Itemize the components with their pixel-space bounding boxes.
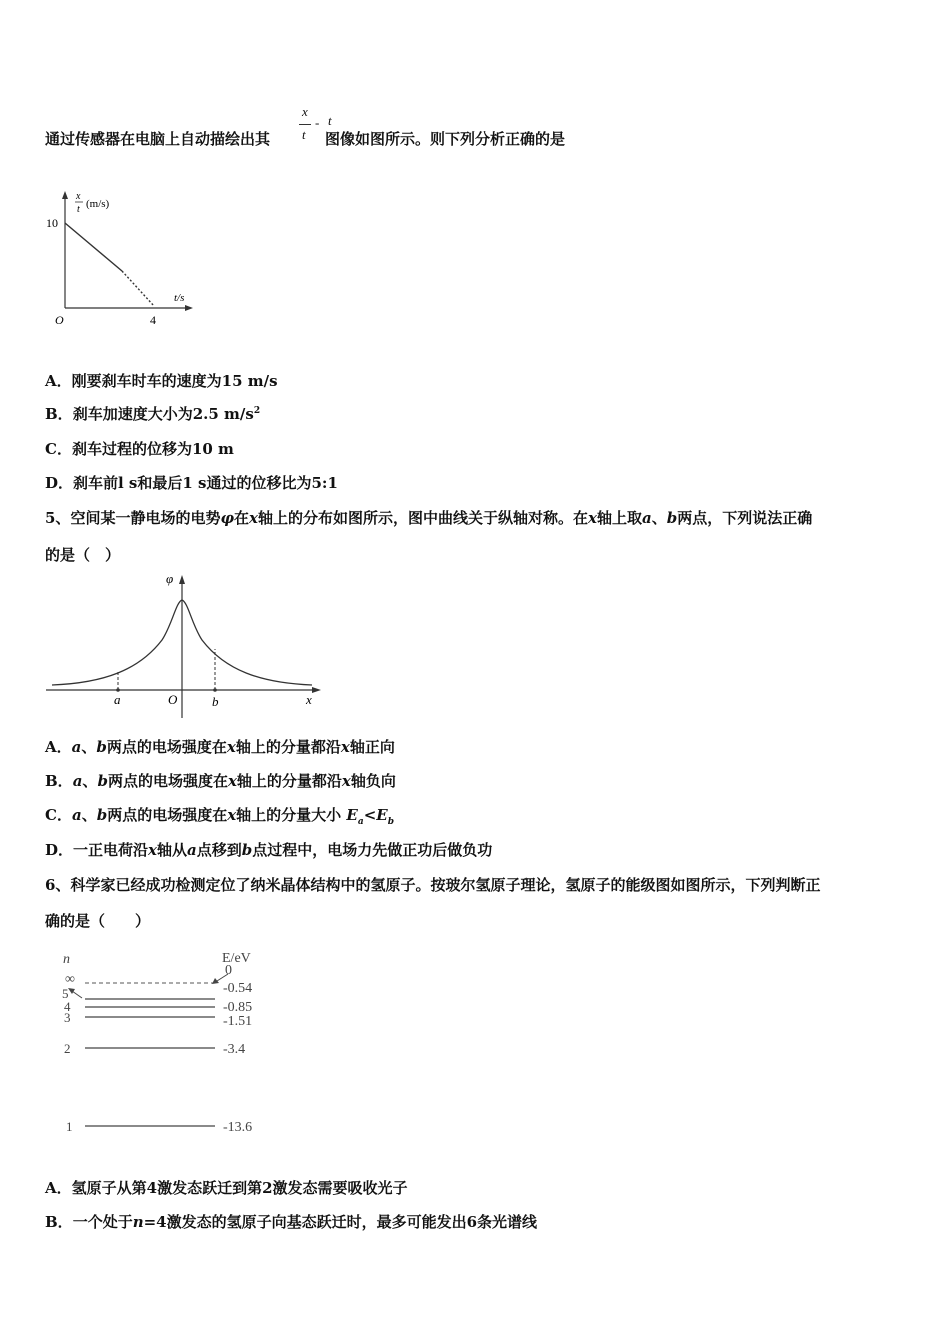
q5-x: x: [249, 509, 258, 527]
q5-option-text: E: [346, 806, 358, 824]
q6-option-b-n: n: [132, 1213, 144, 1231]
q4-graph-line-dotted: [122, 271, 154, 306]
q5-option-text: a: [71, 806, 82, 824]
q5-option-text: a: [187, 841, 197, 859]
q5-x-label: x: [306, 692, 312, 707]
q5-option-text: 轴上的分量都沿: [236, 772, 342, 790]
q4-option-a-letter: A．: [45, 372, 72, 390]
q5-option-text: b: [96, 738, 107, 756]
q5-b-point: [213, 688, 217, 692]
q5-stem-part: 在: [234, 509, 250, 527]
q5-number: 5、: [45, 509, 71, 527]
q5-b-label: b: [212, 694, 219, 709]
q4-option-b-letter: B．: [45, 405, 73, 423]
q5-option-text: x: [340, 738, 350, 756]
q5-option-sub: a: [357, 817, 364, 827]
q6-option-b[interactable]: [45, 1211, 537, 1232]
q5-option-text: 点移到: [196, 841, 242, 859]
q4-graph-line-solid: [65, 223, 122, 271]
q5-stem-part: 两点，下列说法正确: [677, 509, 813, 527]
q5-option-a-letter: A．: [45, 738, 72, 756]
q6-option-b-text: 一个处于: [72, 1213, 133, 1231]
q5-stem-part: 轴上的分布如图所示，图中曲线关于纵轴对称。在: [258, 509, 589, 527]
q5-stem-part: 轴上取: [596, 509, 642, 527]
q4-x-arrow: [185, 305, 193, 311]
q6-n-4: 4: [64, 999, 71, 1014]
q4-option-b[interactable]: [45, 403, 260, 424]
q4-option-b-sup: 2: [253, 406, 261, 416]
q4-y-arrow: [62, 191, 68, 199]
q5-stem: [45, 507, 812, 528]
q4-origin: O: [55, 313, 64, 327]
q6-e-3: -1.51: [223, 1014, 253, 1029]
q4-stem-frac-num: x: [302, 104, 308, 119]
q5-stem-part: 空间某一静电场的电势: [70, 509, 221, 527]
q5-option-text: 轴从: [156, 841, 187, 859]
q5-x-arrow: [312, 687, 321, 693]
q4-option-a[interactable]: [45, 370, 278, 391]
q4-stem-frac-bar: [299, 124, 311, 125]
q5-option-a[interactable]: [45, 736, 395, 757]
q5-option-text: 两点的电场强度在: [107, 772, 228, 790]
q6-option-a-letter: A．: [45, 1179, 72, 1197]
q4-y-label-den: t: [77, 204, 80, 215]
q5-y-arrow: [179, 575, 185, 584]
q5-a: a: [641, 509, 652, 527]
q5-origin: O: [168, 692, 178, 707]
q6-n-1: 1: [66, 1119, 73, 1134]
q6-option-b-letter: B．: [45, 1213, 73, 1231]
q4-x-tick: 4: [150, 313, 156, 327]
q5-option-text: a: [71, 738, 82, 756]
q6-stem-line2-text: 确的是（ ）: [45, 912, 151, 930]
q6-e-1: -13.6: [223, 1120, 253, 1135]
q5-option-text: x: [227, 806, 237, 824]
q4-stem-frac-t: t: [328, 113, 332, 128]
q5-option-d-letter: D．: [45, 841, 74, 859]
q6-stem-text: 科学家已经成功检测定位了纳米晶体结构中的氢原子。按玻尔氢原子理论，氢原子的能级图如图所示，下列判断正: [70, 876, 821, 894]
q5-option-text: b: [96, 806, 108, 824]
q5-option-text: x: [227, 772, 237, 790]
q5-option-text: x: [226, 738, 236, 756]
q6-e-2: -3.4: [223, 1042, 246, 1057]
q5-option-c-letter: C．: [45, 806, 72, 824]
q4-option-d[interactable]: [45, 472, 338, 493]
q5-option-text: x: [341, 772, 351, 790]
q6-number: 6、: [45, 876, 71, 894]
q4-option-d-letter: D．: [45, 474, 74, 492]
q6-energy-level-chart: [55, 945, 295, 1145]
q5-option-sub: b: [387, 817, 395, 827]
q5-phi: φ: [220, 509, 235, 527]
q5-option-d[interactable]: [45, 839, 492, 860]
q4-option-d-text: 刹车前l s和最后1 s通过的位移比为5:1: [73, 474, 338, 492]
q6-n-5: 5: [62, 986, 69, 1001]
q4-stem-frac-den: t: [302, 127, 306, 142]
q6-arrow-left-line: [72, 991, 82, 998]
q5-option-text: 两点的电场强度在: [107, 806, 228, 824]
q5-option-text: 、: [81, 806, 97, 824]
q6-option-a[interactable]: [45, 1177, 408, 1198]
q5-chart: [44, 570, 329, 720]
q5-sep: 、: [651, 509, 667, 527]
q4-stem-before: 通过传感器在电脑上自动描绘出其: [45, 130, 271, 148]
q5-x: x: [588, 509, 597, 527]
q5-option-text: 、: [82, 772, 98, 790]
q4-stem-frac-dash: -: [315, 115, 320, 130]
q6-arrow-left-head: [68, 988, 75, 994]
q4-y-tick: 10: [46, 216, 58, 230]
q4-chart: [40, 188, 200, 328]
q5-option-text: b: [97, 772, 108, 790]
q6-stem-line2: [45, 910, 150, 931]
q6-n-inf: ∞: [65, 972, 75, 987]
q5-option-text: 、: [81, 738, 97, 756]
q5-option-text: <: [363, 806, 377, 824]
q4-option-c-letter: C．: [45, 440, 72, 458]
q5-option-text: E: [376, 806, 388, 824]
q5-option-b[interactable]: [45, 770, 396, 791]
q5-option-c[interactable]: [45, 804, 394, 827]
q6-stem: [45, 874, 820, 895]
q6-arrow-right-head: [212, 978, 219, 984]
q5-option-text: 一正电荷沿: [73, 841, 149, 859]
q6-n-2: 2: [64, 1041, 71, 1056]
q6-e-5: -0.54: [223, 981, 253, 996]
q5-option-text: b: [241, 841, 253, 859]
q5-b: b: [666, 509, 678, 527]
q4-y-unit: (m/s): [86, 198, 110, 210]
q6-option-a-text: 氢原子从第4激发态跃迁到第2激发态需要吸收光子: [71, 1179, 408, 1197]
q5-a-label: a: [114, 692, 121, 707]
q5-option-text: 轴上的分量大小: [236, 806, 342, 824]
q5-y-label: φ: [166, 571, 174, 586]
q4-option-a-text: 刚要刹车时车的速度为15 m/s: [71, 372, 278, 390]
q5-option-text: 两点的电场强度在: [106, 738, 227, 756]
q4-stem-after: 图像如图所示。则下列分析正确的是: [325, 130, 566, 148]
q6-option-b-text: =4激发态的氢原子向基态跃迁时，最多可能发出6条光谱线: [143, 1213, 538, 1231]
q5-option-text: 轴负向: [350, 772, 396, 790]
q4-x-label: t/s: [174, 292, 185, 304]
q5-option-text: a: [72, 772, 83, 790]
q6-e-inf: 0: [225, 963, 232, 978]
q6-n-label: n: [63, 952, 70, 967]
q6-n-3: 3: [64, 1010, 71, 1025]
q5-option-text: 轴上的分量都沿: [235, 738, 341, 756]
q6-e-label: E/eV: [222, 951, 251, 966]
q5-option-text: x: [148, 841, 157, 859]
q5-option-text: 点过程中，电场力先做正功后做负功: [252, 841, 493, 859]
q4-y-label-num: x: [76, 191, 81, 202]
q5-option-text: 轴正向: [349, 738, 395, 756]
q5-option-b-letter: B．: [45, 772, 73, 790]
q6-e-4: -0.85: [223, 1000, 253, 1015]
q4-option-c[interactable]: [45, 438, 234, 459]
q5-stem-line2-text: 的是（ ）: [45, 546, 121, 564]
q5-stem-line2: [45, 544, 120, 565]
q4-option-c-text: 刹车过程的位移为10 m: [71, 440, 234, 458]
q4-option-b-text: 刹车加速度大小为2.5 m/s: [72, 405, 254, 423]
